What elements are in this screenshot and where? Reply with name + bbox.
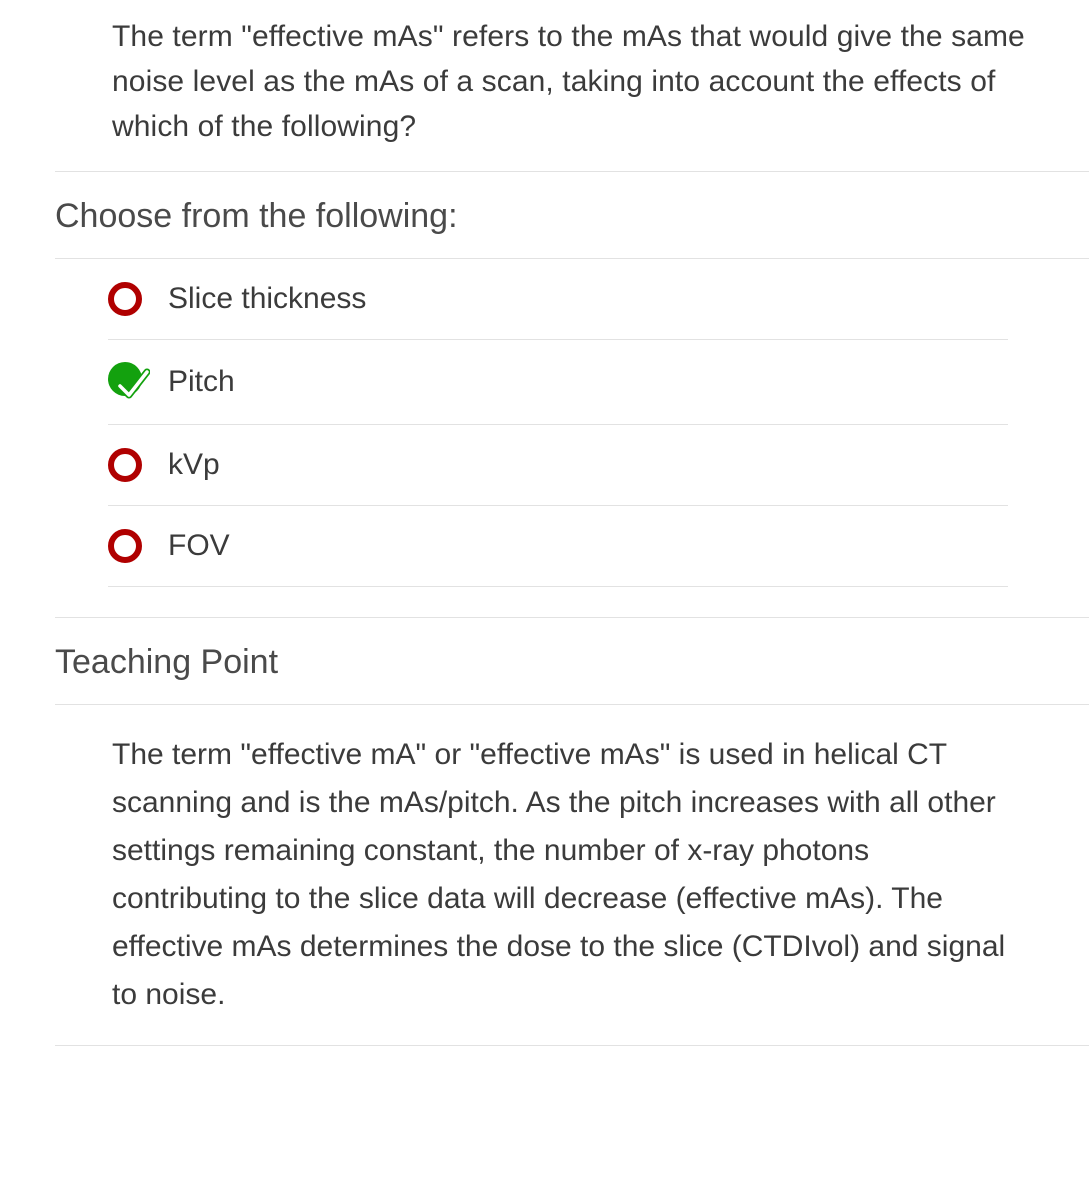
choice-option-2[interactable] [0, 340, 1089, 424]
radio-unselected-icon[interactable] [108, 282, 164, 316]
choice-option-3-label: kVp [168, 448, 220, 481]
question-block [0, 0, 1089, 171]
question-text: The term "effective mAs" refers to the mAs that would give the same noise level as the mAs of a scan, taking into account the effects of which of the following? [112, 20, 1025, 143]
radio-unselected-icon[interactable] [108, 529, 164, 563]
radio-unselected-icon[interactable] [108, 448, 164, 482]
choice-option-1[interactable] [0, 259, 1089, 339]
spacer-after-choices [0, 587, 1089, 617]
choices-list [0, 259, 1089, 587]
choice-option-3[interactable] [0, 425, 1089, 505]
choice-option-4[interactable] [0, 506, 1089, 586]
teaching-point-heading: Teaching Point [55, 643, 279, 681]
divider-page-bottom [55, 1045, 1089, 1046]
teaching-point-block [0, 705, 1089, 1045]
choice-option-4-label: FOV [168, 529, 230, 562]
choices-heading: Choose from the following: [55, 197, 458, 235]
choice-option-1-label: Slice thickness [168, 282, 367, 315]
choice-option-2-label: Pitch [168, 365, 235, 398]
teaching-point-text: The term "effective mA" or "effective mAs" is used in helical CT scanning and is the mAs/pitch. As the pitch increases with all other settings remaining constant, the number of x-ray photons contributing to the slice data will decrease (effective mAs). The effective mAs determines the dose to the slice (CTDIvol) and signal to noise. [112, 738, 1006, 1011]
radio-correct-check-icon[interactable] [108, 362, 164, 402]
